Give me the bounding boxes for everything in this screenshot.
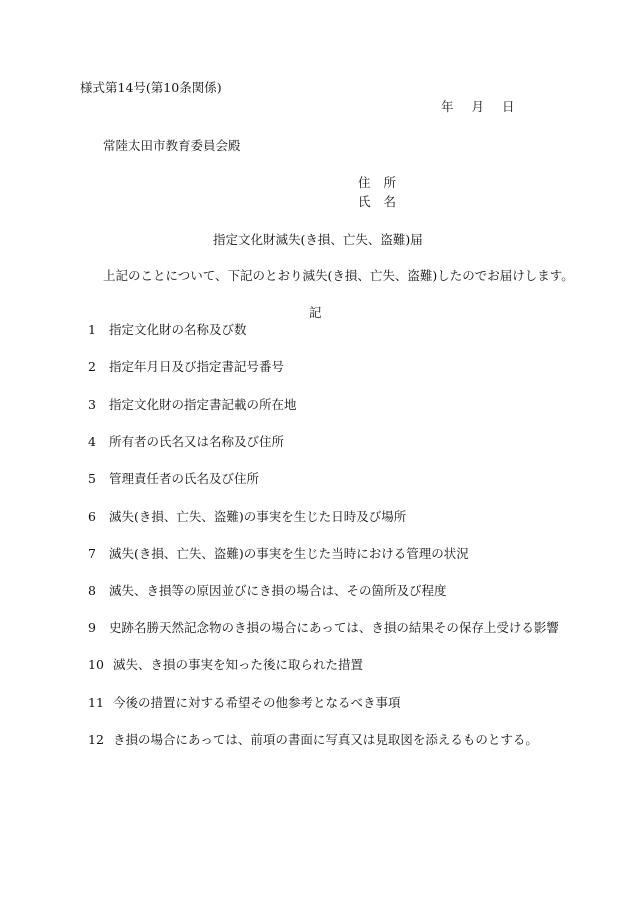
list-item xyxy=(88,359,284,375)
list-item xyxy=(88,434,284,450)
name-label-char-2: 名 xyxy=(383,194,397,209)
item-text: 滅失、き損の事実を知った後に取られた措置 xyxy=(113,657,364,672)
item-text: き損の場合にあっては、前項の書面に写真又は見取図を添えるものとする。 xyxy=(113,732,538,747)
item-text: 指定年月日及び指定書記号番号 xyxy=(109,359,285,374)
list-item xyxy=(88,583,447,599)
item-text: 指定文化財の指定書記載の所在地 xyxy=(109,397,297,412)
ki-heading: 記 xyxy=(309,305,322,320)
form-number: 様式第14号(第10条関係) xyxy=(80,80,222,95)
address-label-char-2: 所 xyxy=(383,175,397,190)
body-text: 上記のことについて、下記のとおり滅失(き損、亡失、盗難)したのでお届けします。 xyxy=(103,268,574,283)
applicant-name-label xyxy=(358,194,396,210)
list-item xyxy=(88,732,538,748)
addressee: 常陸太田市教育委員会殿 xyxy=(103,138,241,153)
name-label-char-1: 氏 xyxy=(358,194,371,209)
item-text: 今後の措置に対する希望その他参考となるべき事項 xyxy=(113,695,401,710)
list-item xyxy=(88,471,259,487)
item-number: 11 xyxy=(88,695,104,710)
item-number: 10 xyxy=(88,657,104,672)
item-number: 7 xyxy=(88,546,96,561)
list-item xyxy=(88,397,297,413)
date-month: 月 xyxy=(471,99,485,114)
applicant-address-label xyxy=(358,175,396,191)
list-item xyxy=(88,322,247,338)
date-year: 年 xyxy=(441,99,454,114)
item-text: 史跡名勝天然記念物のき損の場合にあっては、き損の結果その保存上受ける影響 xyxy=(109,620,559,635)
item-text: 滅失(き損、亡失、盗難)の事実を生じた日時及び場所 xyxy=(109,509,407,524)
date-day: 日 xyxy=(502,99,515,114)
list-item xyxy=(88,657,363,673)
list-item xyxy=(88,546,469,562)
item-number: 3 xyxy=(88,397,96,412)
address-label-char-1: 住 xyxy=(358,175,371,190)
item-text: 指定文化財の名称及び数 xyxy=(109,322,247,337)
date-line xyxy=(441,99,515,115)
item-number: 2 xyxy=(88,359,96,374)
item-number: 4 xyxy=(88,434,96,449)
item-number: 12 xyxy=(88,732,104,747)
item-number: 8 xyxy=(88,583,96,598)
document-title: 指定文化財滅失(き損、亡失、盗難)届 xyxy=(213,232,423,247)
item-number: 1 xyxy=(88,322,96,337)
list-item xyxy=(88,695,401,711)
item-text: 所有者の氏名又は名称及び住所 xyxy=(109,434,285,449)
item-number: 9 xyxy=(88,620,96,635)
item-number: 6 xyxy=(88,509,96,524)
item-text: 滅失、き損等の原因並びにき損の場合は、その箇所及び程度 xyxy=(109,583,447,598)
item-number: 5 xyxy=(88,471,96,486)
list-item xyxy=(88,509,406,525)
item-text: 管理責任者の氏名及び住所 xyxy=(109,471,260,486)
list-item xyxy=(88,620,559,636)
item-text: 滅失(き損、亡失、盗難)の事実を生じた当時における管理の状況 xyxy=(109,546,469,561)
